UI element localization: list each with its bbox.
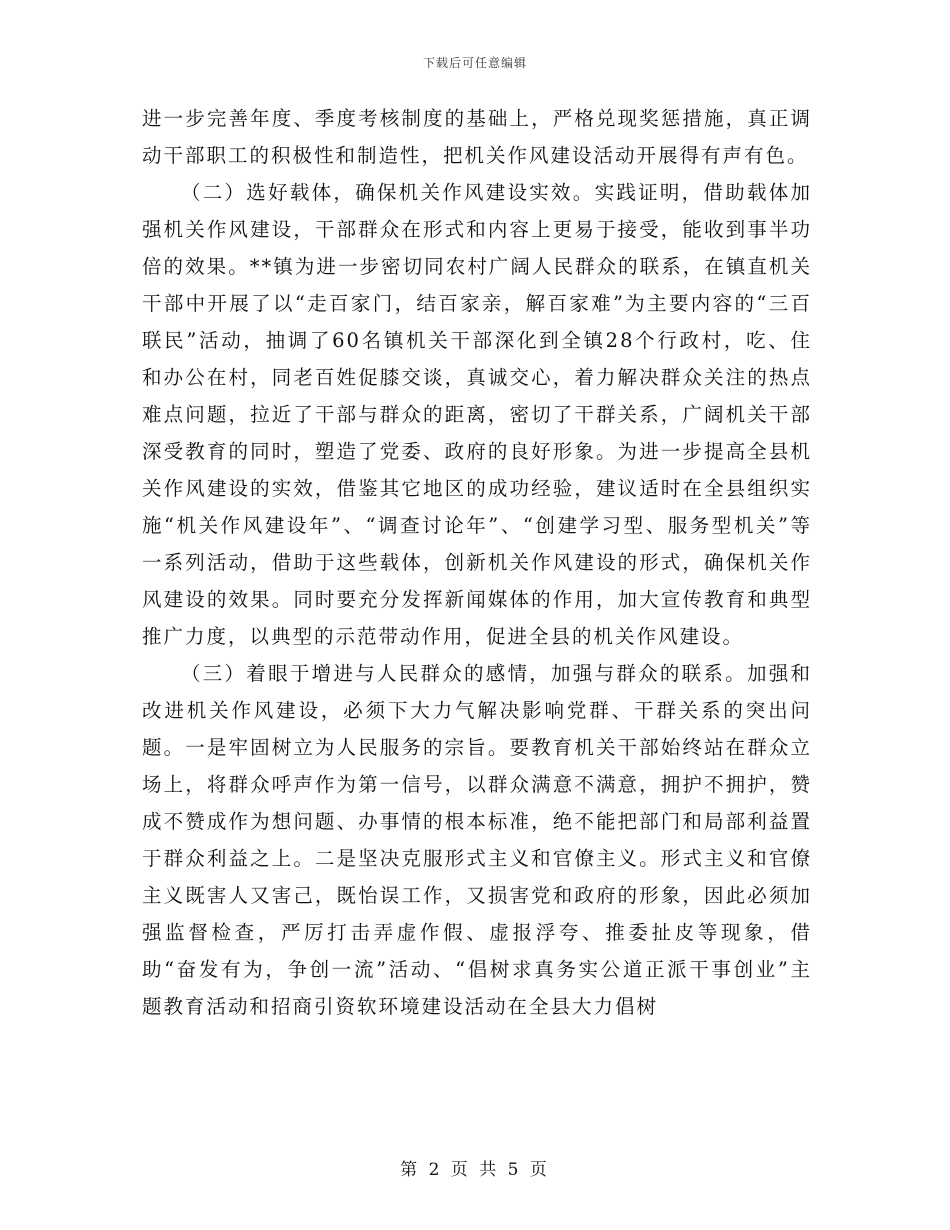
paragraph-section-2: （二）选好载体，确保机关作风建设实效。实践证明，借助载体加强机关作风建设，干部群众在形式和内容上更易于接受，能收到事半功倍的效果。**镇为进一步密切同农村广阔人民群众的联系，在镇直机关干部中开展了以“走百家门，结百家亲，解百家难”为主要内容的“三百联民”活动，抽调了60名镇机关干部深化到全镇28个行政村，吃、住和办公在村，同老百姓促膝交谈，真诚交心，着力解决群众关注的热点难点问题，拉近了干部与群众的距离，密切了干群关系，广阔机关干部深受教育的同时，塑造了党委、政府的良好形象。为进一步提高全县机关作风建设的实效，借鉴其它地区的成功经验，建议适时在全县组织实施“机关作风建设年”、“调查讨论年”、“创建学习型、服务型机关”等一系列活动，借助于这些载体，创新机关作风建设的形式，确保机关作风建设的效果。同时要充分发挥新闻媒体的作用，加大宣传教育和典型推广力度，以典型的示范带动作用，促进全县的机关作风建设。 <box>142 181 812 648</box>
paragraph-section-3: （三）着眼于增进与人民群众的感情，加强与群众的联系。加强和改进机关作风建设，必须下大力气解决影响党群、干群关系的突出问题。一是牢固树立为人民服务的宗旨。要教育机关干部始终站在群众立场上，将群众呼声作为第一信号，以群众满意不满意，拥护不拥护，赞成不赞成作为想问题、办事情的根本标准，绝不能把部门和局部利益置于群众利益之上。二是坚决克服形式主义和官僚主义。形式主义和官僚主义既害人又害己，既怡误工作，又损害党和政府的形象，因此必须加强监督检查，严厉打击弄虚作假、虚报浮夸、推委扯皮等现象，借助“奋发有为，争创一流”活动、“倡树求真务实公道正派干事创业”主题教育活动和招商引资软环境建设活动在全县大力倡树 <box>142 662 812 1018</box>
page-number-footer: 第 2 页 共 5 页 <box>400 1160 550 1180</box>
document-body <box>142 100 812 1025</box>
paragraph-continuation: 进一步完善年度、季度考核制度的基础上，严格兑现奖惩措施，真正调动干部职工的积极性和制造性，把机关作风建设活动开展得有声有色。 <box>142 107 812 167</box>
page-header: 下载后可任意编辑 <box>422 56 527 70</box>
